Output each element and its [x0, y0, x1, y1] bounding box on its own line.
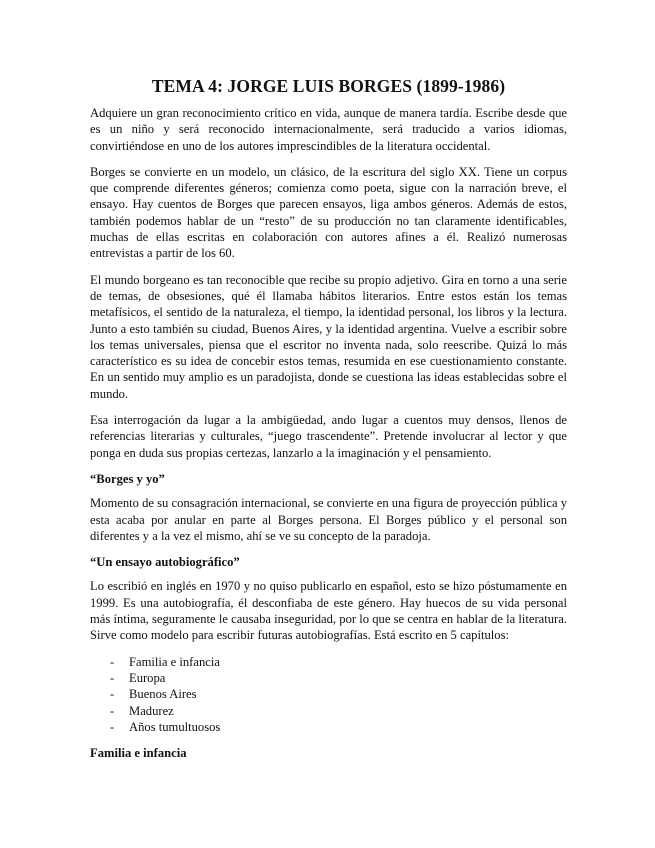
heading-ensayo-autobiografico: “Un ensayo autobiográfico” [90, 555, 240, 570]
paragraph-autobiografia: Lo escribió en inglés en 1970 y no quiso publicarlo en español, esto se hizo póstumamente en 1999. Es una autobiografía, él desconfiaba de este género. Hay huecos de su vida personal más íntima, seguramente le causaba inseguridad, por lo que se centra en hablar de la literatura. Sirve como modelo para escribir futuras autobiografías. Está escrito en 5 capítulos: [90, 579, 567, 643]
page-title: TEMA 4: JORGE LUIS BORGES (1899-1986) [151, 76, 506, 96]
paragraph-world: El mundo borgeano es tan reconocible que recibe su propio adjetivo. Gira en torno a una serie de temas, de obsesiones, qué él llamaba hábitos literarios. Entre estos están los temas metafísicos, el sentido de la naturaleza, el tiempo, la identidad personal, los libros y la lectura. Junto a esto también su ciudad, Buenos Aires, y la identidad argentina. Vuelve a escribir sobre los temas universales, piensa que el escritor no inventa nada, solo reescribe. Quizá lo más característico es su idea de concebir estos temas, resumida en ese cuestionamiento constante. En un sentido muy amplio es un paradojista, donde se cuestiona las ideas establecidas sobre el mundo. [90, 272, 567, 401]
list-item [110, 703, 567, 719]
list-item-label: Madurez [129, 703, 174, 718]
chapter-list [90, 654, 567, 735]
bullet-dash: - [110, 719, 115, 734]
paragraph-interrogation: Esa interrogación da lugar a la ambigüedad, ando lugar a cuentos muy densos, llenos de referencias literarias y culturales, “juego trascendente”. Pretende involucrar al lector y que ponga en duda sus propias certezas, lanzarlo a la imaginación y el pensamiento. [90, 413, 567, 460]
list-item-label: Familia e infancia [129, 654, 220, 669]
heading-borges-y-yo: “Borges y yo” [90, 471, 165, 486]
list-item [110, 654, 567, 670]
list-item-label: Europa [129, 670, 166, 685]
list-item [110, 686, 567, 702]
paragraph-consagracion: Momento de su consagración internacional, se convierte en una figura de proyección pública y esta acaba por anular en parte al Borges persona. El Borges público y el personal son diferentes y a la vez el mismo, ahí se ve su concepto de la paradoja. [90, 496, 567, 543]
bullet-dash: - [110, 670, 115, 685]
list-item [110, 670, 567, 686]
paragraph-intro: Adquiere un gran reconocimiento crítico en vida, aunque de manera tardía. Escribe desde que es un niño y será reconocido internacionalmente, será traducido a varios idiomas, convirtiéndose en uno de los autores imprescindibles de la literatura occidental. [90, 106, 567, 153]
heading-familia-e-infancia: Familia e infancia [90, 746, 187, 761]
list-item-label: Buenos Aires [129, 687, 197, 702]
bullet-dash: - [110, 703, 115, 718]
bullet-dash: - [110, 687, 115, 702]
list-item [110, 719, 567, 735]
list-item-label: Años tumultuosos [129, 719, 221, 734]
bullet-dash: - [110, 654, 115, 669]
paragraph-model: Borges se convierte en un modelo, un clásico, de la escritura del siglo XX. Tiene un corpus que comprende diferentes géneros; comienza como poeta, sigue con la narración breve, el ensayo. Hay cuentos de Borges que parecen ensayos, liga ambos géneros. Además de estos, también podemos hablar de un “resto” de su producción no tan claramente identificables, muchas de ellas escritas en colaboración con autores afines a él. Realizó numerosas entrevistas a partir de los 60. [90, 164, 567, 261]
